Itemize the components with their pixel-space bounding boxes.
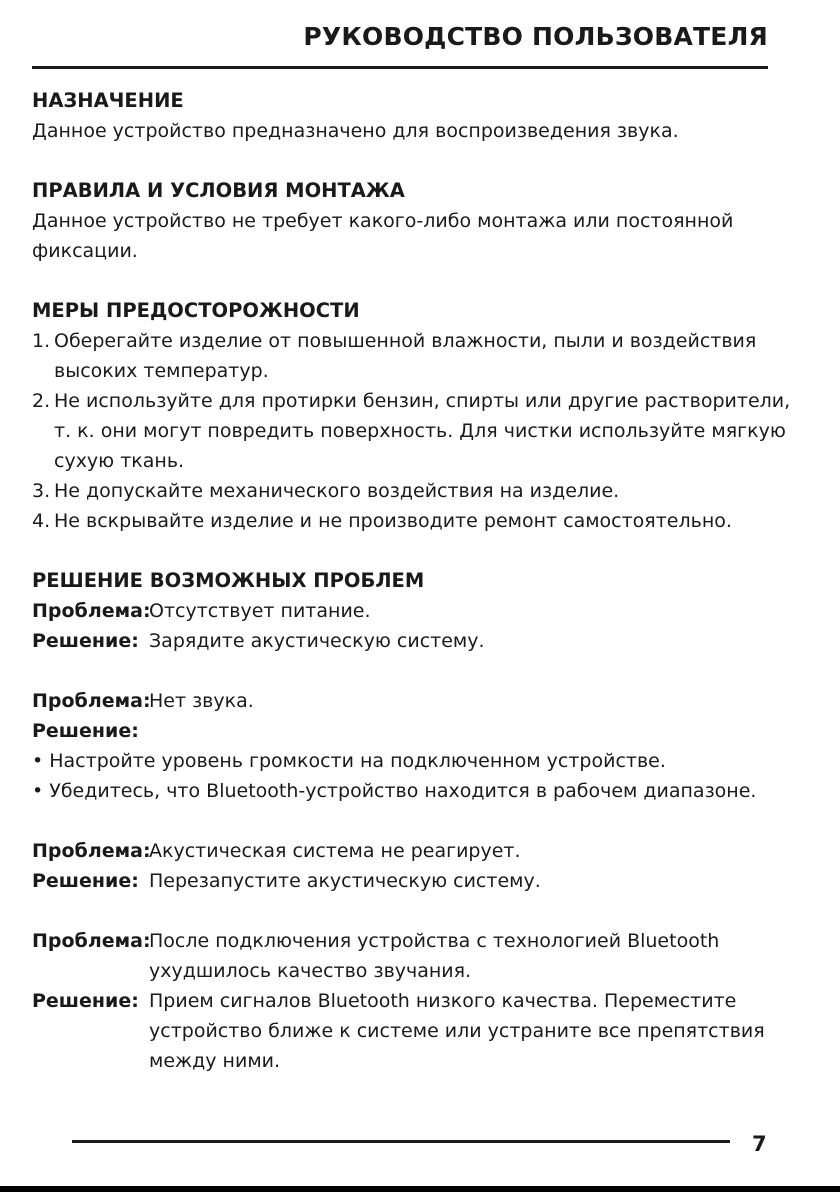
solution-label: Решение: [32, 720, 139, 742]
page-title: РУКОВОДСТВО ПОЛЬЗОВАТЕЛЯ [303, 22, 768, 51]
precaution-item [32, 386, 822, 476]
problem-row [32, 596, 822, 626]
precaution-line: Не вскрывайте изделие и не производите ремонт самостоятельно. [54, 510, 732, 532]
solution-row [32, 626, 822, 656]
section-title-troubleshooting: РЕШЕНИЕ ВОЗМОЖНЫХ ПРОБЛЕМ [32, 569, 425, 592]
mounting-text-line: Данное устройство не требует какого-либо монтажа или постоянной [32, 210, 734, 232]
problem-label: Проблема: [32, 840, 151, 862]
solution-text: Прием сигналов Bluetooth низкого качества. Переместите [149, 990, 737, 1012]
solution-label: Решение: [32, 870, 139, 892]
problem-text: Акустическая система не реагирует. [149, 840, 521, 862]
problem-row [32, 836, 822, 866]
solution-text: между ними. [149, 1050, 281, 1072]
solution-bullet: • Убедитесь, что Bluetooth-устройство находится в рабочем диапазоне. [32, 780, 757, 802]
solution-label: Решение: [32, 990, 139, 1012]
precaution-line: Не используйте для протирки бензин, спирты или другие растворители, [54, 390, 791, 412]
problem-label: Проблема: [32, 930, 151, 952]
solution-text: устройство ближе к системе или устраните все препятствия [149, 1020, 765, 1042]
precaution-line: Не допускайте механического воздействия на изделие. [54, 480, 620, 502]
header-divider [32, 66, 768, 69]
precaution-line: Оберегайте изделие от повышенной влажности, пыли и воздействия [54, 330, 757, 352]
problem-text: После подключения устройства с технологией Bluetooth [149, 930, 720, 952]
page-edge-strip [0, 1186, 840, 1192]
precaution-item [32, 476, 822, 506]
solution-row [32, 986, 822, 1076]
manual-content [32, 86, 822, 1076]
precaution-line: т. к. они могут повредить поверхность. Для чистки используйте мягкую [54, 420, 786, 442]
problem-row [32, 686, 822, 716]
mounting-text-line: фиксации. [32, 240, 138, 262]
list-number: 3. [32, 480, 51, 502]
problem-row [32, 926, 822, 986]
solution-bullet: • Настройте уровень громкости на подключенном устройстве. [32, 750, 666, 772]
problem-label: Проблема: [32, 690, 151, 712]
solution-text: Перезапустите акустическую систему. [149, 870, 541, 892]
precaution-line: сухую ткань. [54, 450, 185, 472]
precaution-line: высоких температур. [54, 360, 269, 382]
solution-text: Зарядите акустическую систему. [149, 630, 485, 652]
list-number: 4. [32, 510, 51, 532]
precaution-item [32, 506, 822, 536]
problem-text: Отсутствует питание. [149, 600, 371, 622]
purpose-text: Данное устройство предназначено для воспроизведения звука. [32, 120, 679, 142]
solution-label: Решение: [32, 630, 139, 652]
section-title-precautions: МЕРЫ ПРЕДОСТОРОЖНОСТИ [32, 299, 360, 322]
precaution-item [32, 326, 822, 386]
list-number: 2. [32, 390, 51, 412]
footer-divider [72, 1140, 730, 1143]
solution-row [32, 866, 822, 896]
problem-label: Проблема: [32, 600, 151, 622]
problem-text: ухудшилось качество звучания. [149, 960, 472, 982]
problem-text: Нет звука. [149, 690, 254, 712]
page-number: 7 [752, 1132, 767, 1156]
section-title-mounting: ПРАВИЛА И УСЛОВИЯ МОНТАЖА [32, 179, 405, 202]
section-title-purpose: НАЗНАЧЕНИЕ [32, 89, 184, 112]
list-number: 1. [32, 330, 51, 352]
